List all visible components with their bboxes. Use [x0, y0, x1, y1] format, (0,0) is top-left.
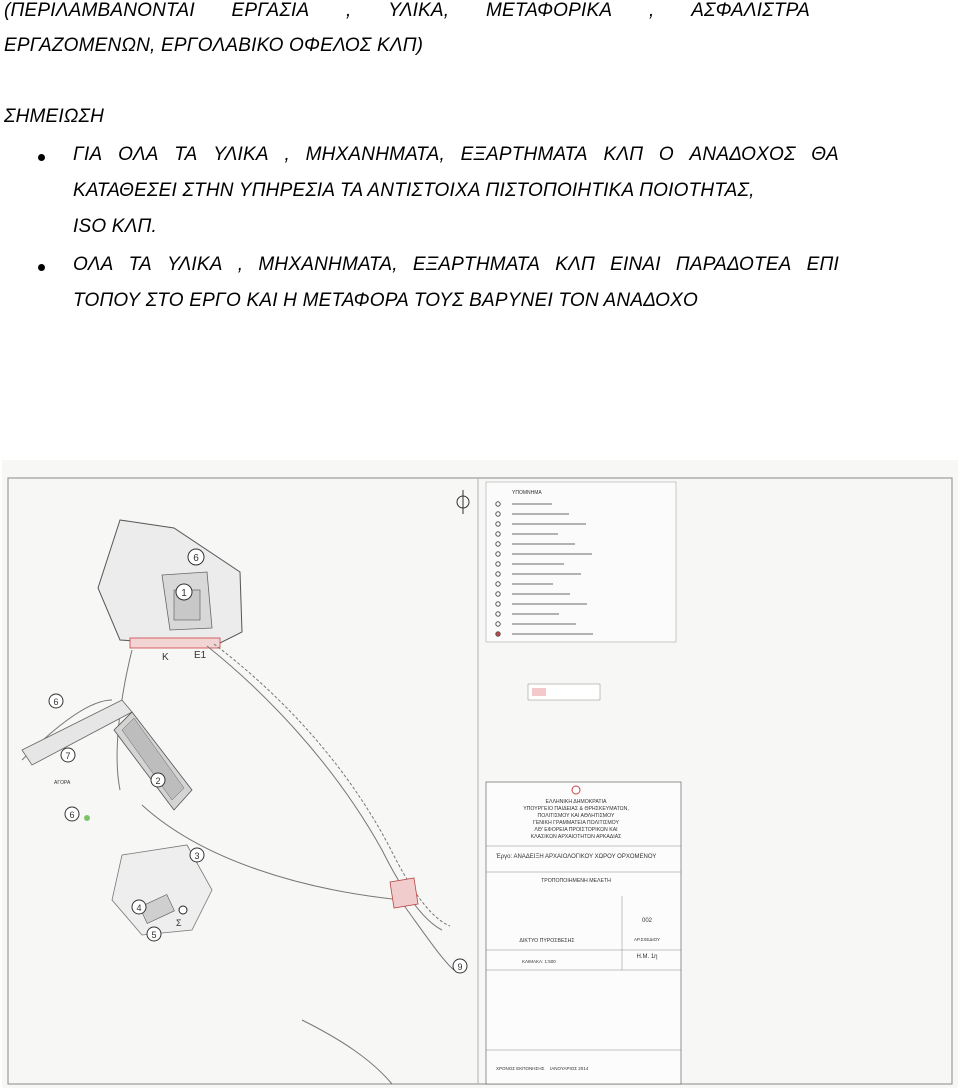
- label-sigma: Σ: [176, 918, 182, 928]
- site-number-3: 3: [194, 851, 200, 861]
- site-number-6: 6: [193, 553, 199, 564]
- header-word: ΑΣΦΑΛΙΣΤΡΑ: [691, 0, 810, 21]
- site-number-7: 7: [65, 751, 71, 761]
- word: ΤΑ: [128, 254, 152, 275]
- word: ΟΛΑ: [73, 254, 114, 275]
- word: ΠΑΡΑΔΟΤΕΑ: [675, 254, 792, 275]
- header-word: ΜΕΤΑΦΟΡΙΚΑ: [486, 0, 613, 21]
- bullet-2-line-2: ΤΟΠΟΥ ΣΤΟ ΕΡΓΟ ΚΑΙ Η ΜΕΤΑΦΟΡΑ ΤΟΥΣ ΒΑΡΥΝΕΙ ΤΟΝ ΑΝΑΔΟΧΟ: [73, 290, 699, 311]
- legend-symbol-icon: [496, 552, 500, 556]
- word: ΕΞΑΡΤΗΜΑΤΑ: [460, 144, 588, 165]
- site-number-6c: 6: [69, 810, 75, 820]
- legend-symbol-icon: [496, 562, 500, 566]
- legend-symbol-icon: [496, 592, 500, 596]
- word: ΕΙΝΑΙ: [610, 254, 661, 275]
- header-line-2: ΕΡΓΑΖΟΜΕΝΩΝ, ΕΡΓΟΛΑΒΙΚΟ ΟΦΕΛΟΣ ΚΛΠ): [4, 35, 424, 56]
- legend-symbol-icon: [496, 512, 500, 516]
- tb-republic: ΕΛΛΗΝΙΚΗ ΔΗΜΟΚΡΑΤΙΑ: [545, 799, 607, 805]
- word: ΕΠΙ: [806, 254, 839, 275]
- legend-symbol-icon: [496, 532, 500, 536]
- site-number-9: 9: [457, 962, 463, 972]
- note-title: ΣΗΜΕΙΩΣΗ: [4, 106, 105, 127]
- legend-symbol-icon: [496, 542, 500, 546]
- word: ΜΗΧΑΝΗΜΑΤΑ,: [258, 254, 398, 275]
- tb-secretariat: ΓΕΝΙΚΗ ΓΡΑΜΜΑΤΕΙΑ ΠΟΛΙΤΙΣΜΟΥ: [532, 820, 620, 826]
- word: ΥΛΙΚΑ: [213, 144, 269, 165]
- legend-symbol-icon: [496, 582, 500, 586]
- site-number-1: 1: [181, 588, 187, 599]
- legend-symbol-icon: [496, 572, 500, 576]
- red-zone: [130, 638, 220, 648]
- word: ΥΛΙΚΑ: [167, 254, 223, 275]
- legend-symbol-icon: [496, 522, 500, 526]
- bullet-1-line-2: ΚΑΤΑΘΕΣΕΙ ΣΤΗΝ ΥΠΗΡΕΣΙΑ ΤΑ ΑΝΤΙΣΤΟΙΧΑ ΠΙΣΤΟΠΟΙΗΤΙΚΑ ΠΟΙΟΤΗΤΑΣ,: [73, 180, 755, 201]
- tb-ephorate-2: ΚΛΑΣΙΚΩΝ ΑΡΧΑΙΟΤΗΤΩΝ ΑΡΚΑΔΙΑΣ: [530, 834, 622, 840]
- tb-drawing-no-label: ΑΡ.ΣΧΕΔΙΟΥ: [633, 937, 661, 942]
- header-word: ΕΡΓΑΣΙΑ: [231, 0, 310, 21]
- tb-ephorate-1: ΛΘ' ΕΦΟΡΕΙΑ ΠΡΟΙΣΤΟΡΙΚΩΝ ΚΑΙ: [534, 827, 618, 833]
- site-number-6b: 6: [53, 697, 59, 707]
- label-e1: Ε1: [194, 650, 207, 661]
- word: ΘΑ: [811, 144, 839, 165]
- bullet-2-dot: [38, 264, 45, 271]
- bullet-2-line-1: [73, 254, 839, 276]
- word: ,: [284, 144, 290, 165]
- legend-symbol-icon: [496, 502, 500, 506]
- site-number-2: 2: [155, 776, 161, 786]
- word: ΚΛΠ: [555, 254, 595, 275]
- republic-emblem-icon: [572, 786, 580, 794]
- tb-scale: ΚΛΙΜΑΚΑ: 1:500: [522, 959, 556, 964]
- bullet-1-dot: [38, 154, 45, 161]
- tb-date: ΙΑΝΟΥΑΡΙΟΣ 2014: [550, 1066, 589, 1071]
- header-word: ,: [346, 0, 352, 21]
- header-word: ,: [648, 0, 655, 21]
- word: ΓΙΑ: [73, 144, 103, 165]
- site-plan-drawing: [2, 460, 958, 1088]
- legend-symbol-icon: [496, 622, 500, 626]
- header-word: ΥΛΙΚΑ,: [388, 0, 450, 21]
- word: ΜΗΧΑΝΗΜΑΤΑ,: [305, 144, 445, 165]
- tb-project: Έργο: ΑΝΑΔΕΙΞΗ ΑΡΧΑΙΟΛΟΓΙΚΟΥ ΧΩΡΟΥ ΟΡΧΟΜΕΝΟΥ: [496, 854, 657, 860]
- bullet-1-line-1: [73, 144, 839, 166]
- word: ΕΞΑΡΤΗΜΑΤΑ: [412, 254, 541, 275]
- tb-ministry-1: ΥΠΟΥΡΓΕΙΟ ΠΑΙΔΕΙΑΣ & ΘΡΗΣΚΕΥΜΑΤΩΝ,: [523, 806, 629, 812]
- header-word: (ΠΕΡΙΛΑΜΒΑΝΟΝΤΑΙ: [4, 0, 195, 21]
- tb-hm: Η.Μ. 1η: [636, 954, 658, 960]
- header-line-1: [4, 0, 810, 22]
- tb-ministry-2: ΠΟΛΙΤΙΣΜΟΥ ΚΑΙ ΑΘΛΗΤΙΣΜΟΥ: [537, 813, 615, 819]
- tb-drawing-title: ΔΙΚΤΥΟ ΠΥΡΟΣΒΕΣΗΣ: [519, 938, 575, 944]
- stamp-mark: [532, 688, 546, 696]
- word: ΑΝΑΔΟΧΟΣ: [689, 144, 796, 165]
- site-number-5: 5: [151, 930, 157, 940]
- tb-study: ΤΡΟΠΟΠΟΙΗΜΕΝΗ ΜΕΛΕΤΗ: [541, 878, 611, 884]
- legend-symbol-icon: [496, 632, 500, 636]
- word: ΚΛΠ: [603, 144, 644, 165]
- label-k: Κ: [162, 652, 169, 663]
- tb-drawing-no: 002: [641, 918, 653, 924]
- legend-block: [486, 482, 676, 642]
- legend-symbol-icon: [496, 602, 500, 606]
- title-block: [486, 782, 681, 1084]
- word: ,: [237, 254, 244, 275]
- bullet-1-line-3: ISO ΚΛΠ.: [73, 216, 158, 237]
- word: Ο: [658, 144, 674, 165]
- legend-title: ΥΠΟΜΝΗΜΑ: [512, 490, 542, 496]
- site-number-4: 4: [136, 903, 142, 913]
- legend-symbol-icon: [496, 612, 500, 616]
- label-agora: ΑΓΟΡΑ: [54, 780, 71, 786]
- word: ΤΑ: [174, 144, 198, 165]
- tb-date-label: ΧΡΟΝΟΣ ΕΚΠΟΝΗΣΗΣ: [496, 1066, 545, 1071]
- word: ΟΛΑ: [118, 144, 159, 165]
